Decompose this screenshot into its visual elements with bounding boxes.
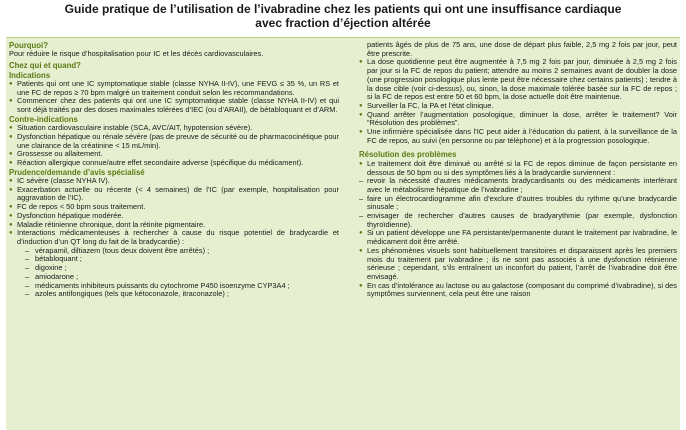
interaction-item: – vérapamil, diltiazem (tous deux doivent être arrêtés) ; (9, 247, 339, 256)
left-column (9, 41, 339, 299)
step-item: ● Surveiller la FC, la PA et l’état clinique. (359, 102, 677, 111)
contre-item: ● Dysfonction hépatique ou rénale sévère (pas de preuve de sécurité ou de pharmacocinétique pour une clairance de la créatinine < 15 mL/min). (9, 133, 339, 150)
step-item: ● La dose quotidienne peut être augmentée à 7,5 mg 2 fois par jour, diminuée à 2,5 mg 2 fois par jour si la FC de repos du patient; attendre au moins 2 semaines avant de doubler la dose (une progression posologique plus lente peut être nécessaire chez certains patients) ; tendre à la dose cible (voir ci-dessus), ou, sinon, la dose maximale tolérée basée sur la FC de repos ; si la FC de repos est entre 50 et 60 bpm, la dose actuelle doit être maintenue. (359, 58, 677, 102)
step-item: ● Une infirmière spécialisée dans l’IC peut aider à l’éducation du patient, à la surveillance de la FC de repos, au suivi (en personne ou par téléphone) et à la progression posologique. (359, 128, 677, 145)
prudence-item: ● Dysfonction hépatique modérée. (9, 212, 339, 221)
content-panel (6, 37, 680, 430)
title-line-1: Guide pratique de l’utilisation de l’ivabradine chez les patients qui ont une insuffisance cardiaque (64, 2, 622, 16)
indication-item: ● Commencer chez des patients qui ont une IC symptomatique stable (classe NYHA II-IV) et qui sont déjà traités par des doses maximales tolérées d’IEC (ou d’ARAII), de bétabloquant et d’ARM. (9, 97, 339, 114)
resolution-bullet: ● Si un patient développe une FA persistante/permanente durant le traitement par ivabradine, le médicament doit être arrêté. (359, 229, 677, 246)
interaction-item: – azoles antifongiques (tels que kétoconazole, itraconazole) ; (9, 290, 339, 299)
resolution-bullet: ● En cas d’intolérance au lactose ou au galactose (composant du comprimé d’ivabradine), si des symptômes surviennent, cela peut être une raison (359, 282, 677, 299)
contre-item: ● Réaction allergique connue/autre effet secondaire adverse (spécifique du médicament). (9, 159, 339, 168)
prudence-heading: Prudence/demande d’avis spécialisé (9, 167, 145, 177)
resolution-bullet: ● Les phénomènes visuels sont habituellement transitoires et disparaissent après les premiers mois du traitement par ivabradine ; ils ne sont pas associés à une dysfonction rétinienne sérieuse ; cependant, s’ils entraînent un inconfort du patient, l’arrêt de l’ivabradine doit être envisagé. (359, 247, 677, 282)
contre-item: ● Situation cardiovasculaire instable (SCA, AVC/AIT, hypotension sévère). (9, 124, 339, 133)
right-column (359, 41, 677, 299)
interaction-item: – digoxine ; (9, 264, 339, 273)
prudence-item: ● Interactions médicamenteuses à rechercher à cause du risque potentiel de bradycardie et d’induction d’un QT long du fait de la bradycardie) : (9, 229, 339, 246)
chez-qui-heading: Chez qui et quand? (9, 61, 81, 71)
contre-indications-heading: Contre-indications (9, 114, 78, 124)
resolution-intro: ● Le traitement doit être diminué ou arrêté si la FC de repos diminue de façon persistante en dessous de 50 bpm ou si des symptômes liés à la bradycardie surviennent : (359, 160, 677, 177)
pourquoi-heading: Pourquoi? (9, 41, 48, 50)
prudence-item: ● Maladie rétinienne chronique, dont la rétinite pigmentaire. (9, 221, 339, 230)
contre-item: ● Grossesse ou allaitement. (9, 150, 339, 159)
prudence-item: ● FC de repos < 50 bpm sous traitement. (9, 203, 339, 212)
continued-text: patients âgés de plus de 75 ans, une dose de départ plus faible, 2,5 mg 2 fois par jour, peut être prescrite. (367, 40, 677, 58)
interaction-item: – bétabloquant ; (9, 255, 339, 264)
resolution-dash-item: – faire un électrocardiogramme afin d’exclure d’autres troubles du rythme qu’une bradycardie sinusale ; (359, 195, 677, 212)
title-line-2: avec fraction d’éjection altérée (255, 16, 431, 30)
resolution-dash-item: – envisager de rechercher d’autres causes de bradyarythmie (par exemple, dysfonction thyroïdienne). (359, 212, 677, 229)
resolution-heading: Résolution des problèmes (359, 150, 457, 160)
pourquoi-text: Pour réduire le risque d’hospitalisation pour IC et les décès cardiovasculaires. (9, 49, 264, 59)
step-item: ● Quand arrêter l’augmentation posologique, diminuer la dose, arrêter le traitement? Voir “Résolution des problèmes”. (359, 111, 677, 128)
interaction-item: – médicaments inhibiteurs puissants du cytochrome P450 isoenzyme CYP3A4 ; (9, 282, 339, 291)
prudence-item: ● Exacerbation actuelle ou récente (< 4 semaines) de l’IC (par exemple, hospitalisation pour aggravation de l’IC). (9, 186, 339, 203)
interaction-item: – amiodarone ; (9, 273, 339, 282)
document-title (0, 0, 686, 32)
resolution-dash-item: – revoir la nécessité d’autres médicaments bradycardisants ou des médicaments interférant avec le métabolisme hépatique de l’ivabradine ; (359, 177, 677, 194)
prudence-item: ● IC sévère (classe NYHA IV). (9, 177, 339, 186)
indication-item: ● Patients qui ont une IC symptomatique stable (classe NYHA II-IV), une FEVG ≤ 35 %, un RS et une FC de repos ≥ 70 bpm malgré un traitement conduit selon les recommandations. (9, 80, 339, 97)
indications-heading: Indications (9, 70, 51, 80)
